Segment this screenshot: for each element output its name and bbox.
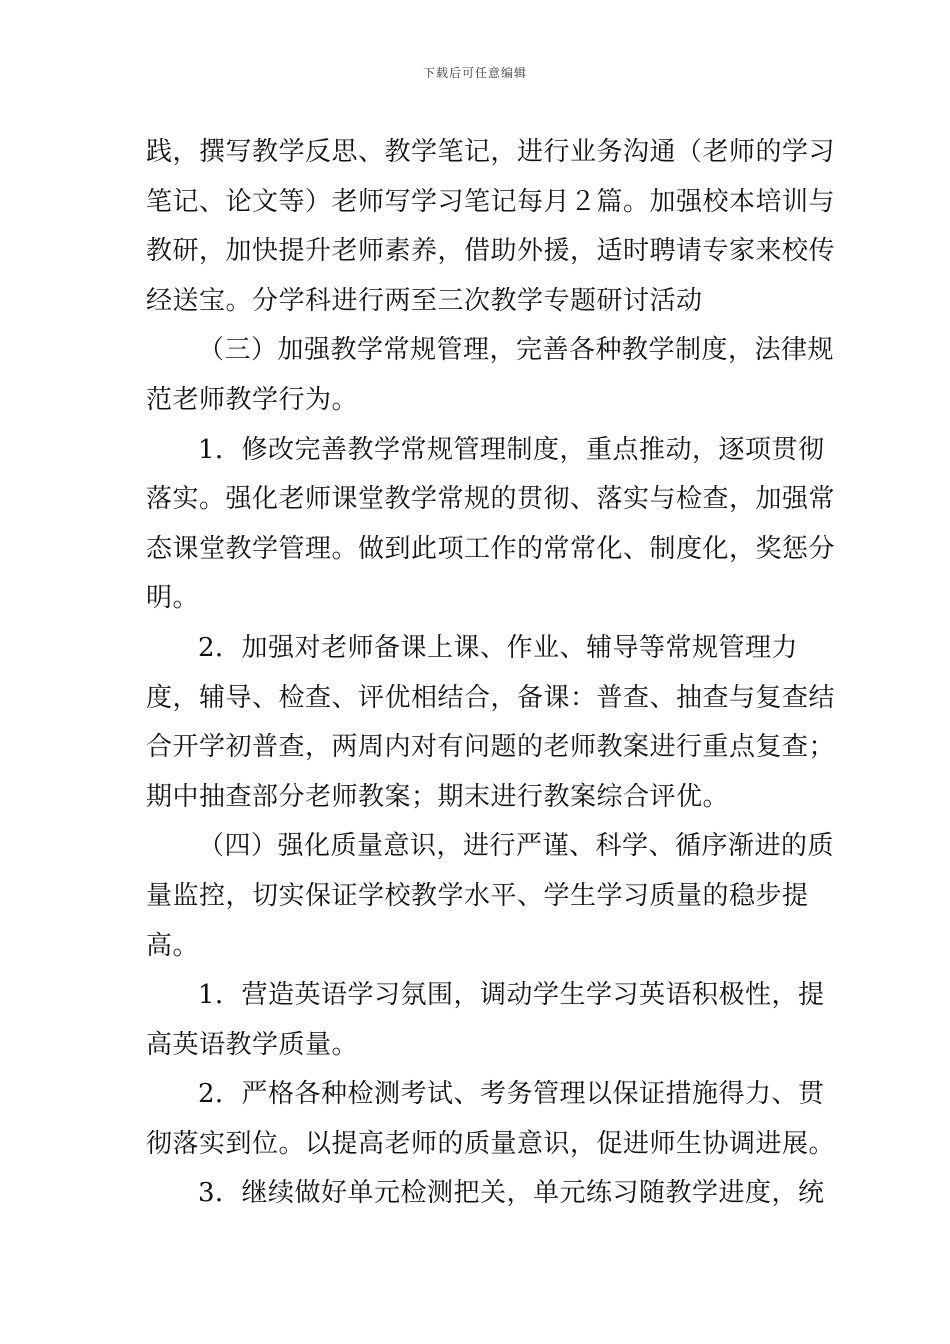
paragraph: 1．修改完善教学常规管理制度，重点推动，逐项贯彻落实。强化老师课堂教学常规的贯彻、落实与检查，加强常态课堂教学管理。做到此项工作的常常化、制度化，奖惩分明。 bbox=[146, 434, 836, 614]
document-body bbox=[146, 128, 836, 1219]
paragraph: 践，撰写教学反思、教学笔记，进行业务沟通（老师的学习笔记、论文等）老师写学习笔记每月２篇。加强校本培训与教研，加快提升老师素养，借助外援，适时聘请专家来校传经送宝。分学科进行两至三次教学专题研讨活动 bbox=[146, 137, 836, 316]
paragraph: 1．营造英语学习氛围，调动学生学习英语积极性，提高英语教学质量。 bbox=[146, 980, 825, 1060]
paragraph: 2．严格各种检测考试、考务管理以保证措施得力、贯彻落实到位。以提高老师的质量意识，促进师生协调进展。 bbox=[146, 1079, 836, 1159]
page-header-note: 下载后可任意编辑 bbox=[422, 66, 527, 80]
paragraph: （四）强化质量意识，进行严谨、科学、循序渐进的质量监控，切实保证学校教学水平、学生学习质量的稳步提高。 bbox=[146, 831, 835, 961]
paragraph: 3．继续做好单元检测把关，单元练习随教学进度，统 bbox=[198, 1178, 825, 1209]
paragraph: （三）加强教学常规管理，完善各种教学制度，法律规范老师教学行为。 bbox=[146, 335, 835, 415]
paragraph: 2．加强对老师备课上课、作业、辅导等常规管理力度，辅导、检查、评优相结合，备课：普查、抽查与复查结合开学初普查，两周内对有问题的老师教案进行重点复查；期中抽查部分老师教案；期末进行教案综合评优。 bbox=[146, 632, 836, 812]
